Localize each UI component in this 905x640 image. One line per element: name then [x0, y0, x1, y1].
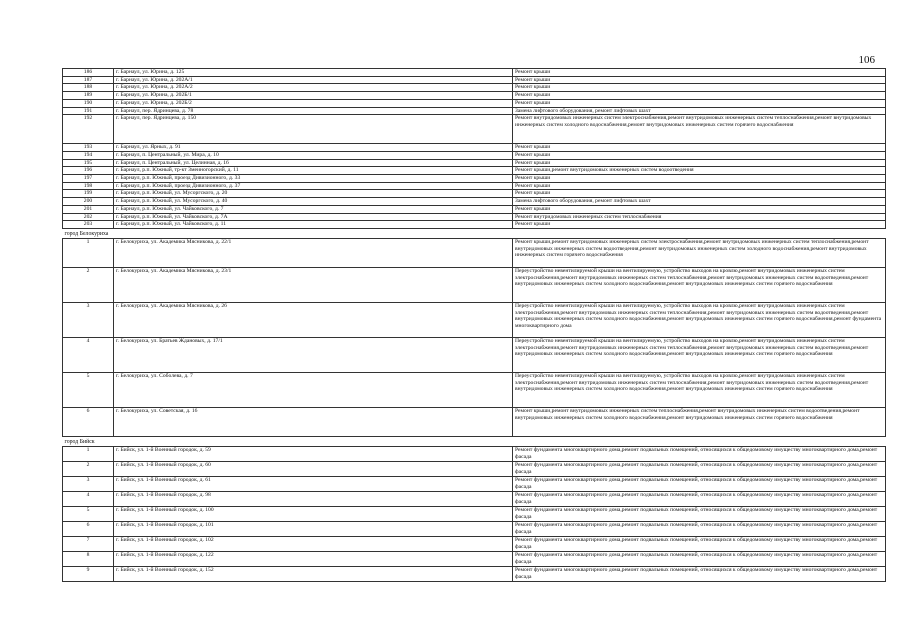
address-cell: г. Бийск, ул. 1-й Военный городок, д. 152	[114, 566, 513, 581]
table-row	[63, 521, 886, 536]
work-type-cell: Переустройство невентилируемой крыши на вентилируемую, устройство выходов на кровлю,ремонт внутридомовых инженерных систем электроснабжения,ремонт внутридомовых инженерных систем теплоснабжения,ремонт внутридомовых инженерных систем водоотведения,ремонт внутридомовых инженерных систем холодного водоснабжения,ремонт внутридомовых инженерных систем горячего водоснабжения	[513, 337, 886, 372]
row-number-cell: 203	[63, 221, 114, 229]
table-row	[63, 84, 886, 92]
address-cell: г. Бийск, ул. 1-й Военный городок, д. 60	[114, 461, 513, 476]
table-row	[63, 198, 886, 206]
address-cell: г. Белокуриха, ул. Советская, д. 16	[114, 407, 513, 436]
address-cell: г. Барнаул, п. Центральный, ул. Целинная, д. 16	[114, 159, 513, 167]
address-cell: г. Барнаул, ул. Ярных, д. 91	[114, 144, 513, 152]
table-row	[63, 69, 886, 77]
work-type-cell: Ремонт фундамента многоквартирного дома,ремонт подвальных помещений, относящихся к общедомовому имуществу многоквартирного дома,ремонт фасада	[513, 476, 886, 491]
work-type-cell: Переустройство невентилируемой крыши на вентилируемую, устройство выходов на кровлю,ремонт внутридомовых инженерных систем электроснабжения,ремонт внутридомовых инженерных систем теплоснабжения,ремонт внутридомовых инженерных систем водоотведения,ремонт внутридомовых инженерных систем холодного водоснабжения,ремонт внутридомовых инженерных систем горячего водоснабжения,ремонт фундамента многоквартирного дома	[513, 302, 886, 337]
row-number-cell: 3	[63, 476, 114, 491]
table-row	[63, 182, 886, 190]
table-row	[63, 167, 886, 175]
table-row	[63, 76, 886, 84]
work-type-cell: Ремонт внутридомовых инженерных систем теплоснабжения	[513, 213, 886, 221]
row-number-cell: 5	[63, 372, 114, 407]
row-number-cell: 5	[63, 506, 114, 521]
row-number-cell: 197	[63, 175, 114, 183]
address-cell: г. Барнаул, р.п. Южный, проезд Дивизионного, д. 37	[114, 182, 513, 190]
work-type-cell: Ремонт крыши	[513, 69, 886, 77]
work-type-cell: Ремонт фундамента многоквартирного дома,ремонт подвальных помещений, относящихся к общедомовому имуществу многоквартирного дома,ремонт фасада	[513, 446, 886, 461]
row-number-cell: 1	[63, 238, 114, 267]
work-type-cell: Ремонт фундамента многоквартирного дома,ремонт подвальных помещений, относящихся к общедомовому имуществу многоквартирного дома,ремонт фасада	[513, 536, 886, 551]
row-number-cell: 187	[63, 76, 114, 84]
work-type-cell: Ремонт крыши	[513, 159, 886, 167]
row-number-cell: 198	[63, 182, 114, 190]
table-row	[63, 99, 886, 107]
table-row	[63, 302, 886, 337]
table-row	[63, 107, 886, 115]
row-number-cell: 202	[63, 213, 114, 221]
work-type-cell: Ремонт крыши	[513, 205, 886, 213]
section-title: город Белокуриха	[63, 228, 886, 238]
address-cell: г. Барнаул, р.п. Южный, ул. Мусоргского, д. 20	[114, 190, 513, 198]
table-row	[63, 566, 886, 581]
address-cell: г. Бийск, ул. 1-й Военный городок, д. 61	[114, 476, 513, 491]
address-cell: г. Бийск, ул. 1-й Военный городок, д. 102	[114, 536, 513, 551]
row-number-cell: 190	[63, 99, 114, 107]
work-type-cell: Ремонт фундамента многоквартирного дома,ремонт подвальных помещений, относящихся к общедомовому имуществу многоквартирного дома,ремонт фасада	[513, 506, 886, 521]
address-cell: г. Белокуриха, ул. Соболева, д. 7	[114, 372, 513, 407]
table-row	[63, 446, 886, 461]
table-row	[63, 205, 886, 213]
address-cell: г. Барнаул, ул. Юрина, д. 202Б/2	[114, 99, 513, 107]
work-type-cell: Ремонт крыши	[513, 182, 886, 190]
row-number-cell: 4	[63, 491, 114, 506]
work-type-cell: Ремонт крыши,ремонт внутридомовых инженерных систем водоотведения	[513, 167, 886, 175]
work-type-cell: Ремонт крыши	[513, 144, 886, 152]
table-row	[63, 238, 886, 267]
work-type-cell: Замена лифтового оборудования, ремонт лифтовых шахт	[513, 107, 886, 115]
address-cell: г. Барнаул, р.п. Южный, ул. Чайковского, д. 7	[114, 205, 513, 213]
table-row	[63, 190, 886, 198]
address-cell: г. Бийск, ул. 1-й Военный городок, д. 101	[114, 521, 513, 536]
address-cell: г. Бийск, ул. 1-й Военный городок, д. 122	[114, 551, 513, 566]
table-row	[63, 92, 886, 100]
address-cell: г. Барнаул, р.п. Южный, тр-кт Змеиногорский, д. 11	[114, 167, 513, 175]
row-number-cell: 191	[63, 107, 114, 115]
work-type-cell: Ремонт крыши	[513, 99, 886, 107]
address-cell: г. Барнаул, р.п. Южный, ул. Чайковского, д. 7А	[114, 213, 513, 221]
work-type-cell: Переустройство невентилируемой крыши на вентилируемую, устройство выходов на кровлю,ремонт внутридомовых инженерных систем электроснабжения,ремонт внутридомовых инженерных систем теплоснабжения,ремонт внутридомовых инженерных систем водоотведения,ремонт внутридомовых инженерных систем холодного водоснабжения,ремонт внутридомовых инженерных систем горячего водоснабжения	[513, 267, 886, 302]
section-header-row	[63, 228, 886, 238]
table-row	[63, 476, 886, 491]
table-row	[63, 461, 886, 476]
work-type-cell: Ремонт фундамента многоквартирного дома,ремонт подвальных помещений, относящихся к общедомовому имуществу многоквартирного дома,ремонт фасада	[513, 461, 886, 476]
row-number-cell: 201	[63, 205, 114, 213]
table-row	[63, 159, 886, 167]
address-cell: г. Барнаул, р.п. Южный, ул. Чайковского, д. 11	[114, 221, 513, 229]
table-row	[63, 491, 886, 506]
row-number-cell: 189	[63, 92, 114, 100]
row-number-cell: 3	[63, 302, 114, 337]
row-number-cell: 200	[63, 198, 114, 206]
row-number-cell: 6	[63, 521, 114, 536]
row-number-cell: 196	[63, 167, 114, 175]
work-type-cell: Ремонт крыши	[513, 76, 886, 84]
row-number-cell: 9	[63, 566, 114, 581]
table-row	[63, 213, 886, 221]
table-row	[63, 267, 886, 302]
address-cell: г. Барнаул, пер. Ядринцева, д. 150	[114, 115, 513, 144]
work-type-cell: Ремонт фундамента многоквартирного дома,ремонт подвальных помещений, относящихся к общедомовому имуществу многоквартирного дома,ремонт фасада	[513, 491, 886, 506]
row-number-cell: 7	[63, 536, 114, 551]
section-title: город Бийск	[63, 436, 886, 446]
address-cell: г. Барнаул, р.п. Южный, ул. Мусоргского, д. 40	[114, 198, 513, 206]
row-number-cell: 8	[63, 551, 114, 566]
address-cell: г. Бийск, ул. 1-й Военный городок, д. 59	[114, 446, 513, 461]
address-cell: г. Бийск, ул. 1-й Военный городок, д. 98	[114, 491, 513, 506]
work-type-cell: Ремонт крыши	[513, 84, 886, 92]
row-number-cell: 188	[63, 84, 114, 92]
address-cell: г. Барнаул, ул. Юрина, д. 202Б/1	[114, 92, 513, 100]
table-row	[63, 536, 886, 551]
row-number-cell: 199	[63, 190, 114, 198]
table-row	[63, 337, 886, 372]
row-number-cell: 193	[63, 144, 114, 152]
work-type-cell: Ремонт внутридомовых инженерных систем электроснабжения,ремонт внутридомовых инженерных систем теплоснабжения,ремонт внутридомовых инженерных систем холодного водоснабжения,ремонт внутридомовых инженерных систем горячего водоснабжения	[513, 115, 886, 144]
address-cell: г. Барнаул, р.п. Южный, проезд Дивизионного, д. 33	[114, 175, 513, 183]
address-cell: г. Барнаул, п. Центральный, ул. Мира, д. 10	[114, 151, 513, 159]
repair-program-table	[62, 68, 886, 582]
table-row	[63, 551, 886, 566]
table-row	[63, 115, 886, 144]
row-number-cell: 1	[63, 446, 114, 461]
address-cell: г. Барнаул, пер. Ядринцева, д. 78	[114, 107, 513, 115]
address-cell: г. Барнаул, ул. Юрина, д. 202А/1	[114, 76, 513, 84]
work-type-cell: Ремонт крыши,ремонт внутридомовых инженерных систем теплоснабжения,ремонт внутридомовых инженерных систем водоотведения,ремонт внутридомовых инженерных систем холодного водоснабжения,ремонт внутридомовых инженерных систем горячего водоснабжения	[513, 407, 886, 436]
table-row	[63, 151, 886, 159]
row-number-cell: 2	[63, 267, 114, 302]
address-cell: г. Белокуриха, ул. Академика Мясникова, д. 23/1	[114, 267, 513, 302]
section-header-row	[63, 436, 886, 446]
row-number-cell: 194	[63, 151, 114, 159]
work-type-cell: Замена лифтового оборудования, ремонт лифтовых шахт	[513, 198, 886, 206]
work-type-cell: Ремонт крыши	[513, 92, 886, 100]
work-type-cell: Переустройство невентилируемой крыши на вентилируемую, устройство выходов на кровлю,ремонт внутридомовых инженерных систем электроснабжения,ремонт внутридомовых инженерных систем теплоснабжения,ремонт внутридомовых инженерных систем водоотведения,ремонт внутридомовых инженерных систем холодного водоснабжения,ремонт внутридомовых инженерных систем горячего водоснабжения	[513, 372, 886, 407]
work-type-cell: Ремонт крыши,ремонт внутридомовых инженерных систем электроснабжения,ремонт внутридомовых инженерных систем теплоснабжения,ремонт внутридомовых инженерных систем водоотведения,ремонт внутридомовых инженерных систем холодного водоснабжения,ремонт внутридомовых инженерных систем горячего водоснабжения	[513, 238, 886, 267]
work-type-cell: Ремонт крыши	[513, 221, 886, 229]
address-cell: г. Белокуриха, ул. Академика Мясникова, д. 22/1	[114, 238, 513, 267]
address-cell: г. Барнаул, ул. Юрина, д. 125	[114, 69, 513, 77]
work-type-cell: Ремонт фундамента многоквартирного дома,ремонт подвальных помещений, относящихся к общедомовому имуществу многоквартирного дома,ремонт фасада	[513, 521, 886, 536]
work-type-cell: Ремонт крыши	[513, 175, 886, 183]
row-number-cell: 2	[63, 461, 114, 476]
work-type-cell: Ремонт крыши	[513, 151, 886, 159]
address-cell: г. Белокуриха, ул. Братьев Ждановых, д. 17/1	[114, 337, 513, 372]
table-row	[63, 221, 886, 229]
row-number-cell: 195	[63, 159, 114, 167]
table-row	[63, 144, 886, 152]
row-number-cell: 186	[63, 69, 114, 77]
table-row	[63, 407, 886, 436]
table-row	[63, 372, 886, 407]
address-cell: г. Бийск, ул. 1-й Военный городок, д. 100	[114, 506, 513, 521]
row-number-cell: 6	[63, 407, 114, 436]
work-type-cell: Ремонт фундамента многоквартирного дома,ремонт подвальных помещений, относящихся к общедомовому имуществу многоквартирного дома,ремонт фасада	[513, 551, 886, 566]
table-body	[63, 69, 886, 582]
address-cell: г. Барнаул, ул. Юрина, д. 202А/2	[114, 84, 513, 92]
work-type-cell: Ремонт фундамента многоквартирного дома,ремонт подвальных помещений, относящихся к общедомовому имуществу многоквартирного дома,ремонт фасада	[513, 566, 886, 581]
page-number: 106	[858, 54, 875, 66]
work-type-cell: Ремонт крыши	[513, 190, 886, 198]
table-row	[63, 175, 886, 183]
row-number-cell: 192	[63, 115, 114, 144]
row-number-cell: 4	[63, 337, 114, 372]
address-cell: г. Белокуриха, ул. Академика Мясникова, д. 26	[114, 302, 513, 337]
table-row	[63, 506, 886, 521]
